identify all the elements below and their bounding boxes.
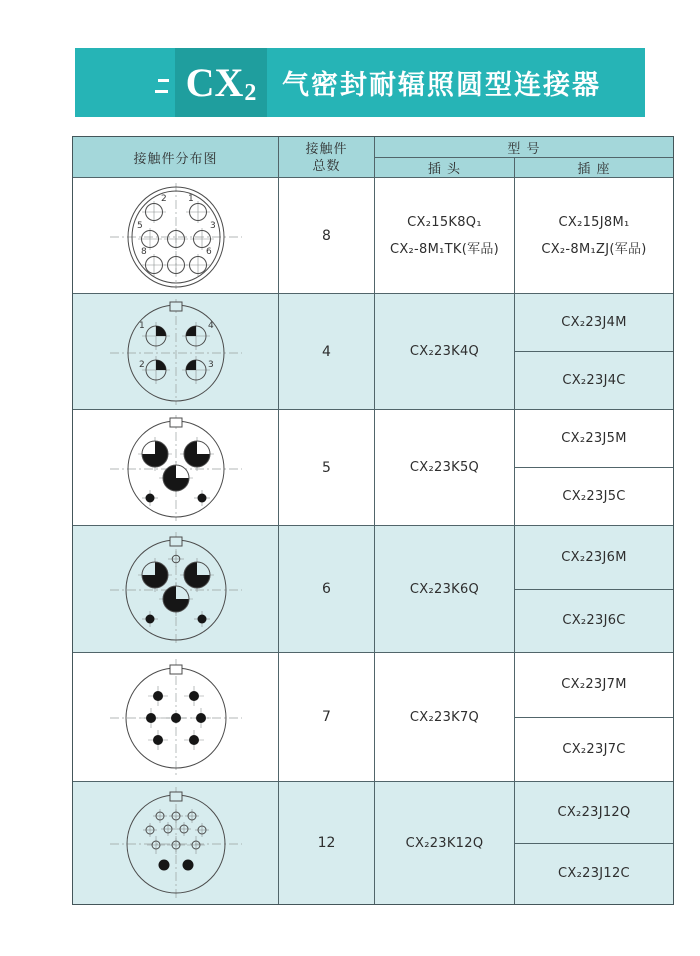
socket-model: CX₂23J4C <box>562 373 626 388</box>
socket-model-subcell <box>515 468 673 525</box>
table-row <box>73 781 673 904</box>
socket-model-subcell <box>515 782 673 844</box>
socket-model-cell <box>514 782 673 904</box>
table-row <box>73 652 673 781</box>
socket-model: CX₂23J12C <box>558 866 630 882</box>
socket-model-subcell <box>515 294 673 352</box>
pin-number: 3 <box>209 220 216 231</box>
contact-diagram-cell <box>73 653 278 781</box>
contact-diagram-cell <box>73 526 278 652</box>
socket-model-cell <box>514 410 673 525</box>
contact-count: 6 <box>278 526 374 652</box>
contact-count: 7 <box>278 653 374 781</box>
plug-model-cell <box>374 410 514 525</box>
plug-model: CX₂23K12Q <box>405 835 484 851</box>
socket-model-cell <box>514 653 673 781</box>
socket-model-cell <box>514 294 673 409</box>
pin-number: 8 <box>140 246 147 257</box>
header-contact-count-line1: 接触件 <box>305 142 348 157</box>
socket-model: CX₂23J5M <box>561 431 627 446</box>
socket-model: CX₂23J7M <box>561 677 627 693</box>
pin-number: 6 <box>205 246 212 257</box>
plug-model: CX₂23K4Q <box>409 344 480 359</box>
header-model-group: 型 号 <box>374 137 673 157</box>
socket-model: CX₂23J5C <box>562 489 626 504</box>
table-row <box>73 293 673 409</box>
socket-model: CX₂23J7C <box>562 741 626 757</box>
plug-model-cell <box>374 782 514 904</box>
series-logo-box <box>175 48 267 117</box>
header-diagram: 接触件分布图 <box>133 151 218 167</box>
socket-model: CX₂23J12Q <box>557 804 631 820</box>
pin-number: 5 <box>136 220 143 231</box>
banner-dash-icon <box>158 79 169 82</box>
plug-model-cell <box>374 653 514 781</box>
page-title: 气密封耐辐照圆型连接器 <box>282 70 601 101</box>
pin-number: 1 <box>187 193 194 204</box>
contact-diagram-7pin-icon <box>106 657 246 777</box>
socket-model: CX₂23J6C <box>562 613 626 629</box>
header-contact-count-line2: 总数 <box>312 159 341 174</box>
socket-model: CX₂15J8M₁ <box>558 214 630 230</box>
table-row <box>73 178 673 293</box>
plug-model: CX₂-8M₁TK(军品) <box>389 241 500 257</box>
socket-model-subcell <box>515 410 673 468</box>
table-row <box>73 409 673 525</box>
contact-count: 12 <box>278 782 374 904</box>
socket-model-cell <box>514 178 673 293</box>
table-row <box>73 525 673 652</box>
pin-number: 4 <box>207 320 214 331</box>
pin-number: 1 <box>138 320 145 331</box>
contact-diagram-6pin-icon <box>106 530 246 648</box>
header-contact-count <box>278 137 374 177</box>
series-logo-subscript: 2 <box>244 80 257 106</box>
header-plug: 插 头 <box>374 157 514 177</box>
contact-diagram-cell <box>73 178 278 293</box>
plug-model: CX₂23K5Q <box>409 460 480 475</box>
plug-model: CX₂23K7Q <box>409 709 480 725</box>
socket-model: CX₂-8M₁ZJ(军品) <box>541 241 647 257</box>
socket-model-subcell <box>515 844 673 905</box>
banner-dash-icon <box>155 90 168 93</box>
plug-model: CX₂23K6Q <box>409 581 480 597</box>
contact-diagram-4pin-icon <box>106 297 246 407</box>
plug-model: CX₂15K8Q₁ <box>407 214 482 230</box>
contact-count: 5 <box>278 410 374 525</box>
pin-number: 2 <box>138 359 145 370</box>
pin-number: 2 <box>160 193 167 204</box>
socket-model: CX₂23J6M <box>561 549 627 565</box>
contact-diagram-5pin-icon <box>106 413 246 523</box>
socket-model-subcell <box>515 653 673 718</box>
plug-model-cell <box>374 294 514 409</box>
socket-model-subcell <box>515 526 673 590</box>
plug-model-cell <box>374 178 514 293</box>
table-header <box>73 137 673 178</box>
socket-model: CX₂23J4M <box>561 315 627 330</box>
series-logo: CX <box>185 59 244 105</box>
socket-model-cell <box>514 526 673 652</box>
contact-diagram-cell <box>73 782 278 904</box>
contact-diagram-8pin-icon <box>106 181 246 291</box>
socket-model-subcell <box>515 590 673 653</box>
plug-model-cell <box>374 526 514 652</box>
socket-model-subcell <box>515 718 673 782</box>
contact-count: 8 <box>278 178 374 293</box>
contact-diagram-12pin-icon <box>106 785 246 901</box>
contact-count: 4 <box>278 294 374 409</box>
contact-diagram-cell <box>73 294 278 409</box>
pin-number: 3 <box>207 359 214 370</box>
contact-diagram-cell <box>73 410 278 525</box>
socket-model-subcell <box>515 352 673 409</box>
connector-model-table <box>72 136 674 905</box>
header-socket: 插 座 <box>514 157 673 177</box>
header-banner <box>75 48 645 117</box>
